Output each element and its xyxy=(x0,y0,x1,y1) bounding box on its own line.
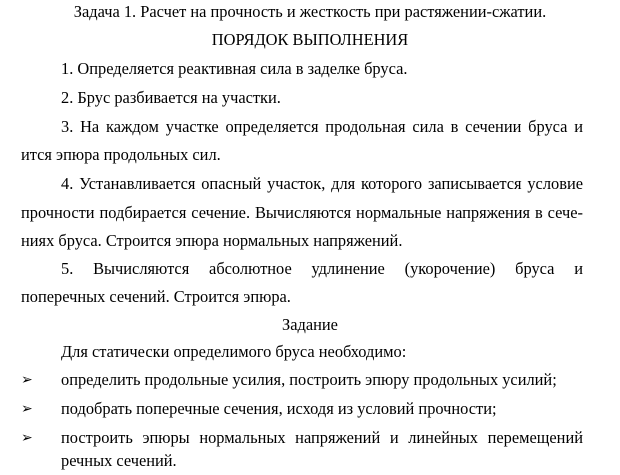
bullet-3-line-2: речных сечений. xyxy=(61,451,177,470)
step-4-line-1: 4. Устанавливается опасный участок, для которого записывается условие xyxy=(61,174,583,193)
arrowhead-bullet-icon: ➢ xyxy=(21,401,33,417)
arrowhead-bullet-icon: ➢ xyxy=(21,430,33,446)
step-1-line-1: 1. Определяется реактивная сила в заделке бруса. xyxy=(61,59,408,78)
task-title: Задача 1. Расчет на прочность и жесткость при растяжении-сжатии. xyxy=(73,2,547,21)
procedure-heading: ПОРЯДОК ВЫПОЛНЕНИЯ xyxy=(211,30,409,49)
step-2-line-1: 2. Брус разбивается на участки. xyxy=(61,88,281,107)
bullet-2-line-1: подобрать поперечные сечения, исходя из условий прочности; xyxy=(61,399,497,418)
assignment-intro: Для статически определимого бруса необходимо: xyxy=(61,342,407,361)
bullet-3-line-1: построить эпюры нормальных напряжений и линейных перемещений xyxy=(61,428,583,447)
step-4-line-2: прочности подбирается сечение. Вычисляются нормальные напряжения в сече- xyxy=(21,203,583,222)
step-5-line-2: поперечных сечений. Строится эпюра. xyxy=(21,287,291,306)
step-4-line-3: ниях бруса. Строится эпюра нормальных напряжений. xyxy=(21,231,403,250)
step-3-line-2: ится эпюра продольных сил. xyxy=(21,145,221,164)
assignment-heading: Задание xyxy=(282,315,338,334)
step-3-line-1: 3. На каждом участке определяется продольная сила в сечении бруса и xyxy=(61,117,583,136)
bullet-1-line-1: определить продольные усилия, построить эпюру продольных усилий; xyxy=(61,370,557,389)
step-5-line-1: 5. Вычисляются абсолютное удлинение (укорочение) бруса и xyxy=(61,259,583,278)
arrowhead-bullet-icon: ➢ xyxy=(21,372,33,388)
